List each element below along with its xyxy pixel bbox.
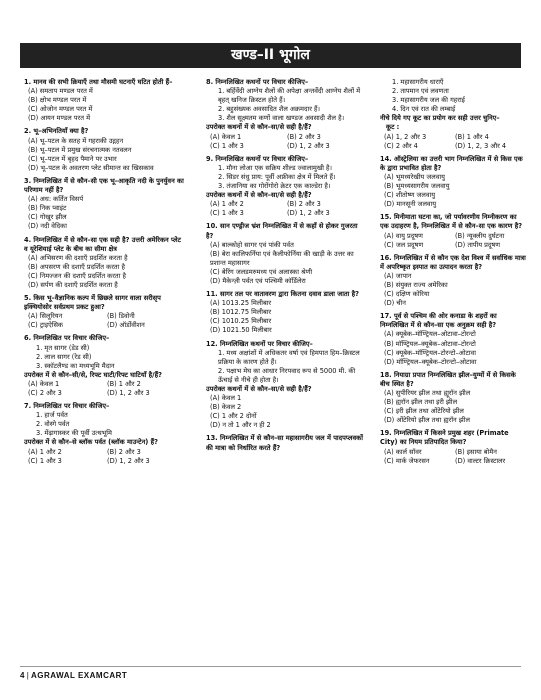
answer-option: (C) 2 और 3 — [28, 389, 62, 397]
answer-option: (A) भूमध्यरेखीय जलवायु — [384, 172, 445, 181]
answer-option: (D) 1, 2 और 3 — [107, 456, 150, 465]
question-block — [24, 402, 186, 466]
answer-option: (A) जापान — [384, 271, 412, 280]
statement-item: 1. हार्ज पर्वत — [36, 411, 68, 420]
question-prompt: उपरोक्त कथनों में से कौन–सा/से सही है/हैं? — [206, 123, 312, 132]
question-text: 3. निम्नलिखित में से कौन–सी एक भू–आकृति नदी के पुनर्युवन का परिणाम नहीं है? — [24, 176, 184, 195]
statement-item: 1. बर्हिर्वेदी आग्नेय शैलों की अपेक्षा अन्तर्वेदी आग्नेय शैलों में बृहत् खनिज क्रिस्टल होते हैं। — [218, 87, 361, 105]
answer-option: (B) अपसरण की दशाएँ प्रदर्शित करता है — [28, 262, 125, 271]
answer-option: (A) 1 और 2 — [28, 447, 62, 456]
question-block — [206, 290, 364, 335]
question-columns — [24, 78, 524, 658]
answer-options-grid — [380, 133, 526, 151]
brand-logo: AGRAWAL EXAMCART — [31, 671, 128, 680]
answer-option: (D) तापीय प्रदूषण — [455, 240, 500, 249]
footer-separator: | — [26, 671, 29, 680]
question-text: 16. निम्नलिखित में से कौन एक देश विश्व में सर्वाधिक मात्रा में अपरिष्कृत इस्पात का उत्पादन करता है? — [380, 253, 526, 271]
answer-option: (A) सिलूरियन — [28, 312, 63, 321]
answer-option: (D) भू–पटल के अवतरण प्लेट सीमान्त का खिसकाव — [28, 163, 154, 172]
statement-item: 3. शैल सूक्ष्मतम कणों वाला खण्डज अवसादी शैल है। — [218, 114, 345, 123]
answer-option: (D) ओंटेरियो झील तथा ह्यरॉन झील — [384, 416, 470, 425]
answer-option: (B) मॉण्ट्रियल–क्यूबेक–ओटावा–टोरन्टो — [384, 339, 476, 348]
answer-option: (A) केवल 1 — [210, 394, 242, 403]
answer-option: (A) केवल 1 — [210, 132, 242, 141]
question-text: 6. निम्नलिखित पर विचार कीजिए– — [24, 334, 110, 343]
answer-option: (B) संयुक्त राज्य अमेरिका — [384, 280, 448, 289]
question-prompt: उपरोक्त कथनों में से कौन–सा/से सही है/हैं? — [206, 191, 312, 200]
answer-option: (A) कार्ल सॉवर — [384, 447, 422, 456]
answer-options-grid — [380, 448, 526, 466]
statement-item: 3. स्कॉटलैण्ड का मध्यभूमि मैदान — [36, 361, 115, 370]
answer-option: (B) निक प्वाइंट — [28, 204, 67, 213]
question-text: 17. पूर्व से पश्चिम की ओर कनाडा के शहरों का निम्नलिखित में से कौन–सा एक अनुक्रम सही है? — [380, 312, 497, 330]
answer-option: (C) 1 और 3 — [210, 209, 244, 218]
statement-item: 3. तंजानिया का गोरोंगोरो क्रेटर एक काल्डेरा है। — [218, 182, 331, 191]
answer-option: (B) भूमध्यसागरीय जलवायु — [384, 182, 450, 191]
question-text: 14. ऑस्ट्रेलिया का उत्तरी भाग निम्नलिखित में से किस एक के द्वारा प्रभावित होता है? — [380, 154, 523, 172]
answer-option: (B) केवल 2 — [210, 403, 242, 412]
question-block — [24, 294, 186, 330]
answer-option: (C) मार्क जेफरसन — [384, 456, 430, 465]
answer-option: (D) सर्पण की दशाएँ प्रदर्शित करता है — [28, 280, 118, 289]
answer-option: (C) शीतोष्ण जलवायु — [384, 191, 436, 200]
answer-option: (D) नदी वेदिका — [28, 222, 67, 231]
answer-option: (B) 2 और 3 — [287, 132, 321, 141]
answer-option: (D) वाल्टर क्रिस्टालर — [455, 456, 506, 465]
answer-option: (D) मॉण्ट्रियल–क्यूबेक–टोरन्टो–ओटावा — [384, 357, 477, 366]
question-text: 13. निम्नलिखित में से कौन–सा महासागरीय जल में पादपप्लवकों की मात्रा को निर्धारित करते हैं? — [206, 434, 363, 452]
question-block — [24, 127, 186, 172]
answer-options-grid — [380, 232, 526, 250]
answer-option: (C) 1 और 3 — [28, 456, 62, 465]
answer-option: (A) 1, 2 और 3 — [384, 132, 427, 141]
question-text: 9. निम्नलिखित कथनों पर विचार कीजिए– — [206, 154, 309, 163]
statement-item: 4. दिन एवं रात की लम्बाई — [392, 105, 456, 114]
answer-option: (D) न तो 1 और न ही 2 — [210, 421, 271, 430]
answer-option: (B) डिवोनी — [107, 312, 135, 321]
question-text: 10. सान एण्ड्रीज भ्रंश निम्नलिखित में से कहाँ से होकर गुजरता है? — [206, 222, 358, 240]
statement-item: 2. वोस्गे पर्वत — [36, 420, 70, 429]
question-text: 12. निम्नलिखित कथनों पर विचार कीजिए– — [206, 339, 313, 348]
question-prompt: उपरोक्त में से कौन–सी/से, रिफ्ट घाटी/रिफ्ट घाटियाँ है/हैं? — [24, 370, 162, 379]
answer-option: (B) 1 और 4 — [455, 132, 489, 141]
answer-option: (D) 1021.50 मिलीबार — [210, 326, 272, 335]
answer-option: (A) बाल्कोहो सागर एवं पांकी पर्वत — [210, 240, 294, 249]
question-text: 1. मानव की सभी क्रियाएँ तथा मौसमी घटनाएँ घटित होती हैं– — [24, 78, 173, 86]
page-number: 4 — [20, 671, 25, 680]
question-prompt: नीचे दिये गए कूट का प्रयोग कर सही उत्तर चुनिए– — [380, 114, 500, 123]
answer-options-grid — [206, 133, 364, 151]
question-text: 11. सागर तल पर वातावरण द्वारा कितना दवाव डाला जाता है? — [206, 290, 360, 299]
answer-option: (C) ओजोन मण्डल परत में — [28, 105, 93, 114]
answer-option: (C) क्यूबेक–मॉण्ट्रियल–टोरन्टो–ओटावा — [384, 348, 476, 357]
answer-option: (D) 1, 2 और 3 — [287, 141, 330, 150]
answer-option: (C) गोखुर झील — [28, 213, 67, 222]
question-block — [380, 429, 526, 465]
statement-item: 1. मौना लोआ एक सक्रिय शील्ड ज्वालामुखी है। — [218, 163, 333, 172]
question-block — [206, 78, 364, 151]
statement-item: 1. महासागरीय धाराएँ — [392, 78, 444, 86]
answer-option: (D) 1, 2, 3 और 4 — [455, 141, 507, 150]
answer-options-grid — [24, 312, 186, 330]
answer-option: (A) समताप मण्डल परत में — [28, 87, 93, 96]
answer-option: (C) भू–पटल में बृहद पैमाने पर उभार — [28, 154, 117, 163]
answer-option: (B) 1012.75 मिलीबार — [210, 308, 272, 317]
answer-option: (A) सुपीरियर झील तथा ह्यूरॉन झील — [384, 389, 471, 397]
answer-option: (A) क्यूबेक–मॉण्ट्रियल–ओटावा–टोरन्टो — [384, 330, 476, 339]
question-text: 19. निम्नलिखित में किसने प्रमुख शहर (Primate City) का नियम प्रतिपादित किया? — [380, 429, 509, 447]
question-block — [24, 78, 186, 123]
answer-option: (B) 2 और 3 — [287, 200, 321, 209]
question-text: 7. निम्नलिखित पर विचार कीजिए– — [24, 402, 110, 411]
answer-option: (C) 1 और 3 — [210, 141, 244, 150]
section-title: खण्ड–II भूगोल — [231, 47, 310, 63]
answer-option: (B) क्षोभ मण्डल परत में — [28, 96, 87, 105]
statement-item: 2. तापमान एवं लवणता — [392, 87, 449, 96]
question-block — [24, 177, 186, 232]
answer-option: (C) दक्षिण कोरिया — [384, 290, 430, 299]
answer-option: (D) चीन — [384, 299, 406, 308]
statement-item: 3. महासागरीय जल की गहराई — [392, 96, 465, 105]
answer-option: (C) निमज्जन की दशाएँ प्रदर्शित करता है — [28, 271, 127, 280]
section-header — [20, 43, 521, 68]
answer-option: (C) इरी झील तथा ओंटेरियो झील — [384, 407, 464, 416]
answer-option: (B) 1 और 2 — [107, 379, 141, 388]
statement-item: 1. मृत सागर (डेड सी) — [36, 343, 90, 352]
question-text: 2. भू–अभिनतियाँ क्या है? — [24, 127, 89, 136]
question-text: 8. निम्नलिखित कथनों पर विचार कीजिए– — [206, 78, 309, 86]
statement-item: 3. मेंढ़ागास्कर की पूर्वी उत्थभूमि — [36, 429, 112, 438]
statement-item: 2. बहुसंख्यक अवसादित शैल अक्रमदार हैं। — [218, 105, 320, 114]
question-block — [380, 155, 526, 210]
question-block — [380, 371, 526, 426]
question-prompt: उपरोक्त कथनों में से कौन–सा/से सही है/हैं? — [206, 385, 312, 393]
answer-option: (C) 1 और 2 दोनों — [210, 412, 257, 421]
question-block — [24, 236, 186, 291]
statement-item: 2. लाल सागर (रेड सी) — [36, 352, 92, 361]
answer-options-grid — [206, 200, 364, 218]
question-text: 15. मिनीमाता घटना का, जो पर्यावरणीय निम्नीकरण का एक उदाहरण है, निम्नलिखित में से कौन–सा एक कारण है? — [380, 213, 523, 231]
question-text: 18. नियाग्रा प्रपात निम्नलिखित झील–युग्मों में से किसके बीच स्थित है? — [380, 370, 516, 388]
answer-option: (A) भू–पटल के सतह में गहराकी उद्गहन — [28, 136, 124, 145]
statement-item: 2. सिडर संधु प्राय: पूर्वी अफ्रीका क्षेत्र में मिलते हैं। — [218, 172, 336, 181]
question-text: 4. निम्नलिखित में से कौन–सा एक सही है? उत्तरी अमेरिकन प्लेट व यूरेशियाई प्लेट के बीच का सीमा क्षेत्र — [24, 235, 181, 253]
answer-option: (B) ह्यरॉन झील तथा इरी झील — [384, 398, 458, 407]
answer-option: (A) 1 और 2 — [210, 200, 244, 209]
answer-option: (C) बेरिंग जलडमरुमध्य एवं अलास्का श्रेणी — [210, 267, 313, 276]
answer-option: (D) आयन मण्डल परत में — [28, 114, 91, 123]
answer-option: (A) अध: कर्तित विसर्प — [28, 195, 84, 204]
question-block — [380, 254, 526, 309]
code-label: कूट : — [386, 123, 400, 132]
page-footer — [20, 666, 521, 685]
answer-option: (A) 1013.25 मिलीबार — [210, 299, 272, 308]
question-block — [380, 312, 526, 367]
statement-item: 1. मध्य अक्षांशों में अधिकतर वर्षा एवं हिमपात हिम–क्रिस्टल प्रक्रिया के कारण होते हैं। — [218, 348, 360, 366]
answer-option: (C) जल प्रदूषण — [384, 240, 424, 249]
answer-option: (D) मानसूनी जलवायु — [384, 200, 437, 209]
question-prompt: उपरोक्त में से कौन–से ब्लॉक पर्वत (ब्लॉक माउन्टेन) हैं? — [24, 438, 158, 447]
answer-option: (B) भू–पटल में प्रमुख संरचनात्मक नतवलन — [28, 145, 132, 154]
question-text: 5. किस भू–वैज्ञानिक कल्प में छिछले सागर वाला सरीसृप इक्थियोसोर सर्वप्रथम प्रकट हुआ? — [24, 294, 161, 312]
answer-option: (D) मैकेन्ज़ी पर्वत एवं पश्चिमी कॉर्डिलेरा — [210, 276, 306, 285]
question-block — [206, 340, 364, 431]
answer-option: (B) बेरा कालिफर्निया एवं कैलीफोर्निया की खाड़ी के उत्तर का प्रशान्त महासागर — [210, 249, 354, 267]
answer-option: (B) न्यूक्लीय दुर्घटना — [455, 231, 505, 240]
answer-option: (B) इसाया बोमैन — [455, 447, 497, 456]
question-block — [24, 334, 186, 398]
statement-item: 2. पक्षाभ मेघ का आधार निरपवाद रूप से 5000 मी. की ऊँचाई से नीचे ही होता है। — [218, 366, 356, 384]
question-block — [206, 434, 364, 452]
answer-option: (B) 2 और 3 — [107, 447, 141, 456]
answer-option: (D) 1, 2 और 3 — [287, 209, 330, 218]
answer-options-grid — [24, 380, 186, 398]
answer-options-grid — [24, 448, 186, 466]
column-1 — [24, 78, 186, 658]
answer-option: (C) 2 और 4 — [384, 141, 418, 150]
question-block — [206, 155, 364, 219]
answer-option: (A) वायु प्रदूषण — [384, 231, 423, 240]
answer-option: (C) ट्राइऐसिक — [28, 321, 63, 330]
column-2 — [206, 78, 364, 658]
question-block — [380, 78, 526, 151]
answer-option: (A) अभिसरण की दशाएँ प्रदर्शित करता है — [28, 253, 128, 262]
answer-option: (D) ऑर्डोवीशन — [107, 321, 145, 330]
question-block — [206, 222, 364, 286]
answer-option: (C) 1010.25 मिलीबार — [210, 317, 272, 326]
column-3 — [380, 78, 526, 658]
question-block — [380, 213, 526, 249]
answer-option: (A) केवल 1 — [28, 379, 60, 388]
answer-option: (D) 1, 2 और 3 — [107, 389, 150, 397]
